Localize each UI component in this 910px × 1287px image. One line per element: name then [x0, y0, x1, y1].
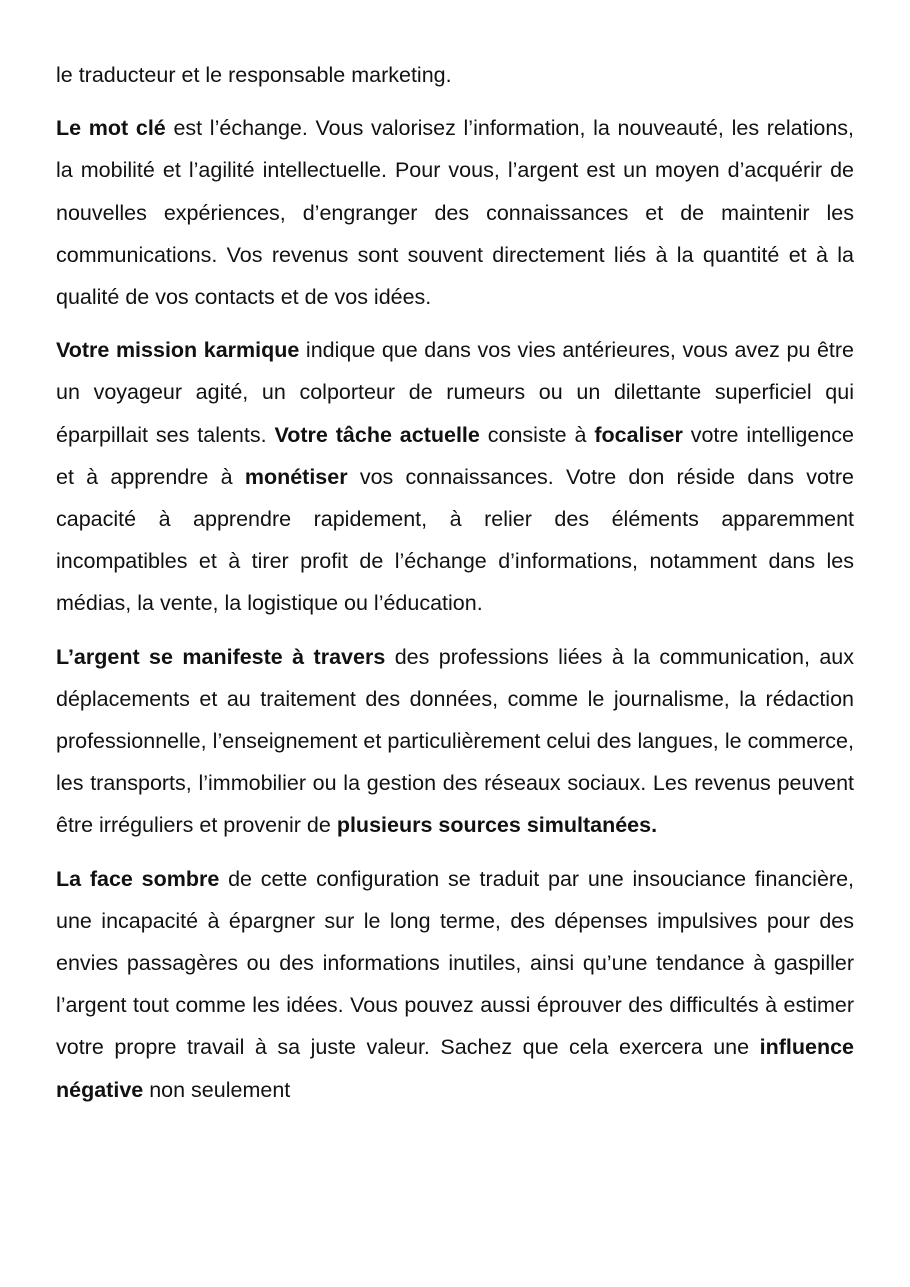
bold-emphasis-segment: Votre tâche actuelle	[274, 422, 480, 447]
text-segment: des professions liées à la communication, aux déplacements et au traitement des données, comme le journalisme, la rédaction professionnelle, l’enseignement et particulièrement celui des langues, le commerce, les transports, l’immobilier ou la gestion des réseaux sociaux. Les revenus peuvent être irréguliers et provenir de	[56, 644, 854, 838]
bold-emphasis-segment: monétiser	[244, 464, 348, 489]
text-segment: est l’échange. Vous valorisez l’information, la nouveauté, les relations, la mobilité et l’agilité intellectuelle. Pour vous, l’argent est un moyen d’acquérir de nouvelles expériences, d’engranger des connaissances et de maintenir les communications. Vos revenus sont souvent directement liés à la quantité et à la qualité de vos contacts et de vos idées.	[56, 116, 854, 310]
bold-heading-segment: Votre mission karmique	[56, 338, 300, 363]
text-segment: votre intelligence et à apprendre à	[56, 422, 854, 489]
text-segment: le traducteur et le responsable marketing.	[56, 63, 452, 87]
paragraph-argent-manifeste	[56, 636, 854, 847]
paragraph-face-sombre	[56, 858, 854, 1111]
text-segment: non seulement	[143, 1077, 291, 1102]
text-segment: de cette configuration se traduit par une insouciance financière, une incapacité à épargner sur le long terme, des dépenses impulsives pour des envies passagères ou des informations inutiles, ainsi qu’une tendance à gaspiller l’argent tout comme les idées. Vous pouvez aussi éprouver des difficultés à estimer votre propre travail à sa juste valeur. Sachez que cela exercera une	[56, 866, 854, 1060]
text-segment: indique que dans vos vies antérieures, vous avez pu être un voyageur agité, un colporteur de rumeurs ou un dilettante superficiel qui éparpillait ses talents.	[56, 338, 854, 447]
bold-heading-segment: L’argent se manifeste à travers	[56, 644, 386, 669]
text-segment: vos connaissances. Votre don réside dans votre capacité à apprendre rapidement, à relier des éléments apparemment incompatibles et à tirer profit de l’échange d’informations, notamment dans les médias, la vente, la logistique ou l’éducation.	[56, 464, 854, 616]
bold-emphasis-segment: plusieurs sources simultanées.	[336, 813, 658, 838]
bold-emphasis-segment: focaliser	[594, 422, 683, 447]
bold-emphasis-segment: influence négative	[56, 1035, 854, 1102]
paragraph-intro-continuation	[56, 54, 854, 96]
paragraph-mot-cle	[56, 107, 854, 318]
bold-heading-segment: Le mot clé	[56, 116, 166, 141]
text-segment: consiste à	[479, 422, 595, 447]
bold-heading-segment: La face sombre	[56, 866, 220, 891]
paragraph-mission-karmique	[56, 329, 854, 624]
